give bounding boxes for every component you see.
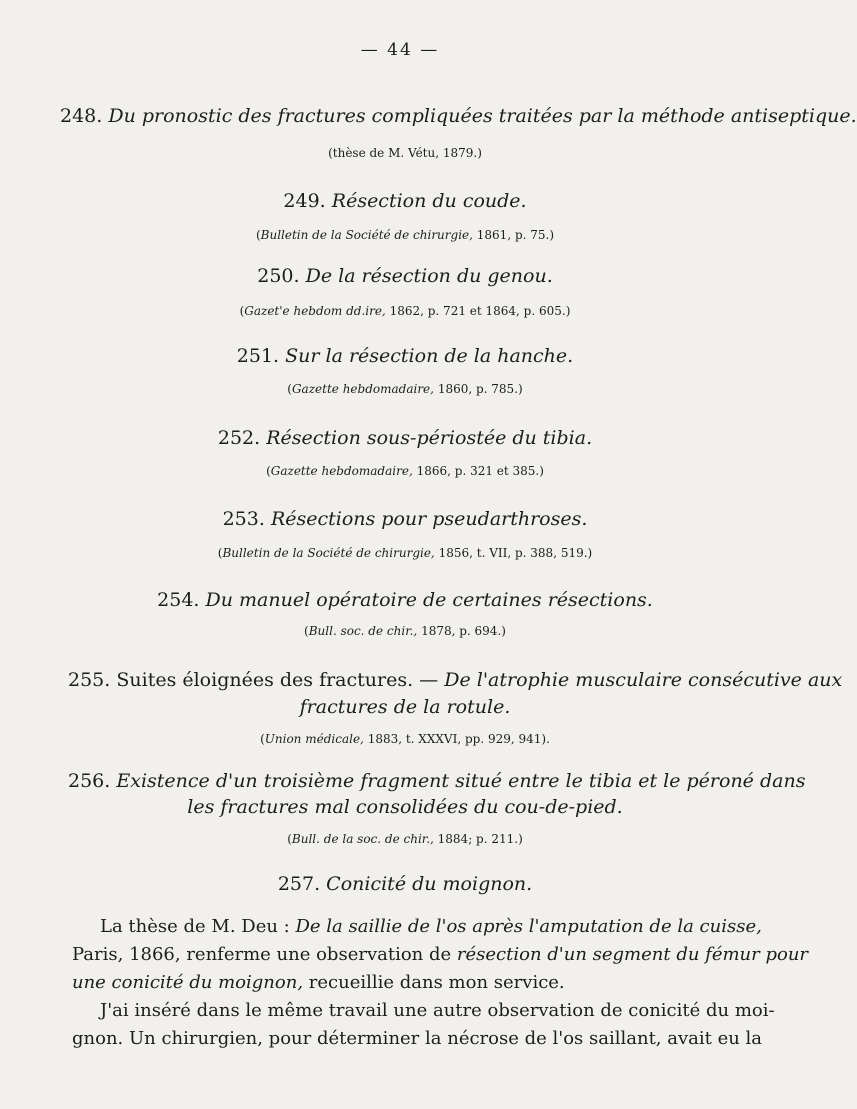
entry-256-title-cont (60, 794, 750, 820)
entry-title-text: Du manuel opératoire de certaines résections. (205, 589, 653, 611)
ref-source: Gazette hebdomadaire, (291, 382, 434, 396)
entry-title-text: Conicité du moignon. (326, 873, 533, 895)
ref-detail: 1862, p. 721 et 1864, p. 605.) (389, 304, 571, 318)
body-text-italic: résection d'un segment du fémur pour (456, 944, 809, 965)
body-paragraph-1 (72, 913, 809, 997)
entry-number: 252. (217, 427, 261, 449)
body-line: gnon. Un chirurgien, pour déterminer la nécrose de l'os saillant, avait eu la (72, 1028, 763, 1049)
ref-source: Gazet'e hebdom dd.ire, (244, 304, 386, 318)
entry-250-ref: (Gazet'e hebdom dd.ire, 1862, p. 721 et 1864, p. 605.) (239, 304, 571, 318)
ref-source: Union médicale, (264, 732, 364, 746)
body-line: J'ai inséré dans le même travail une autre observation de conicité du moi- (100, 1000, 775, 1021)
ref-source: Bull. de la soc. de chir., (291, 832, 434, 846)
entry-256-title (68, 768, 806, 794)
entry-title-text: Résection sous-périostée du tibia. (266, 427, 593, 449)
entry-251-ref: (Gazette hebdomadaire, 1860, p. 785.) (287, 382, 523, 396)
entry-257-title (60, 871, 750, 897)
body-line (72, 913, 762, 941)
entry-title-text: De la résection du genou. (305, 265, 553, 287)
entry-number: 256. (68, 770, 111, 792)
ref-source: Bull. soc. de chir., (308, 624, 418, 638)
ref-source: Gazette hebdomadaire, (270, 464, 413, 478)
entry-number: 257. (277, 873, 321, 895)
entry-248-ref: (thèse de M. Vétu, 1879.) (328, 146, 482, 160)
entry-title-text: Existence d'un troisième fragment situé entre le tibia et le péroné dans (116, 770, 806, 792)
entry-253-title (60, 506, 750, 532)
entry-title-text: Du pronostic des fractures compliquées traitées par la méthode antiseptique. (108, 105, 857, 127)
entry-254-ref: (Bull. soc. de chir., 1878, p. 694.) (304, 624, 506, 638)
page-number: — 44 — (360, 40, 440, 60)
entry-number: 248. (60, 105, 103, 127)
ref-detail: 1856, t. VII, p. 388, 519.) (438, 546, 593, 560)
entry-number: 255. (68, 669, 111, 691)
entry-number: 254. (157, 589, 200, 611)
entry-249-ref: (Bulletin de la Société de chirurgie, 1861, p. 75.) (255, 228, 555, 242)
entry-title-text: fractures de la rotule. (299, 696, 511, 718)
body-text-italic: De la saillie de l'os après l'amputation de la cuisse, (295, 916, 762, 937)
ref-detail: 1861, p. 75.) (476, 228, 555, 242)
entry-250-title (60, 263, 750, 289)
entry-252-title (60, 425, 750, 451)
body-text: Paris, 1866, renferme une observation de (72, 944, 457, 965)
entry-title-text: Résection du coude. (331, 190, 527, 212)
entry-255-title-cont (60, 694, 750, 720)
entry-255-title (68, 667, 843, 693)
entry-number: 250. (257, 265, 300, 287)
body-line (72, 969, 742, 997)
body-paragraph-2 (72, 997, 775, 1053)
body-text: recueillie dans mon service. (303, 972, 565, 993)
ref-detail: 1878, p. 694.) (421, 624, 506, 638)
entry-title-text: les fractures mal consolidées du cou-de-pied. (187, 796, 623, 818)
ref-detail: 1860, p. 785.) (437, 382, 523, 396)
entry-256-ref: (Bull. de la soc. de chir., 1884; p. 211.) (287, 832, 523, 846)
entry-248-title (60, 103, 857, 129)
entry-title-plain: Suites éloignées des fractures. — (116, 669, 439, 691)
entry-title-text: De l'atrophie musculaire consécutive aux (444, 669, 843, 691)
entry-number: 251. (236, 345, 280, 367)
body-text-italic: une conicité du moignon, (72, 972, 304, 993)
ref-detail: 1884; p. 211.) (437, 832, 523, 846)
body-text: La thèse de M. Deu : (100, 916, 296, 937)
ref-detail: 1883, t. XXXVI, pp. 929, 941). (367, 732, 550, 746)
entry-251-title (60, 343, 750, 369)
entry-255-ref: (Union médicale, 1883, t. XXXVI, pp. 929, 941). (260, 732, 550, 746)
entry-252-ref: (Gazette hebdomadaire, 1866, p. 321 et 385.) (266, 464, 544, 478)
entry-title-text: Sur la résection de la hanche. (285, 345, 574, 367)
entry-title-text: Résections pour pseudarthroses. (270, 508, 588, 530)
entry-249-title (60, 188, 750, 214)
ref-source: Bulletin de la Société de chirurgie, (260, 228, 473, 242)
entry-254-title (60, 587, 750, 613)
entry-number: 253. (222, 508, 265, 530)
entry-253-ref: (Bulletin de la Société de chirurgie, 1856, t. VII, p. 388, 519.) (217, 546, 593, 560)
entry-number: 249. (283, 190, 326, 212)
ref-detail: 1866, p. 321 et 385.) (416, 464, 544, 478)
ref-source: Bulletin de la Société de chirurgie, (222, 546, 435, 560)
body-line (72, 941, 809, 969)
